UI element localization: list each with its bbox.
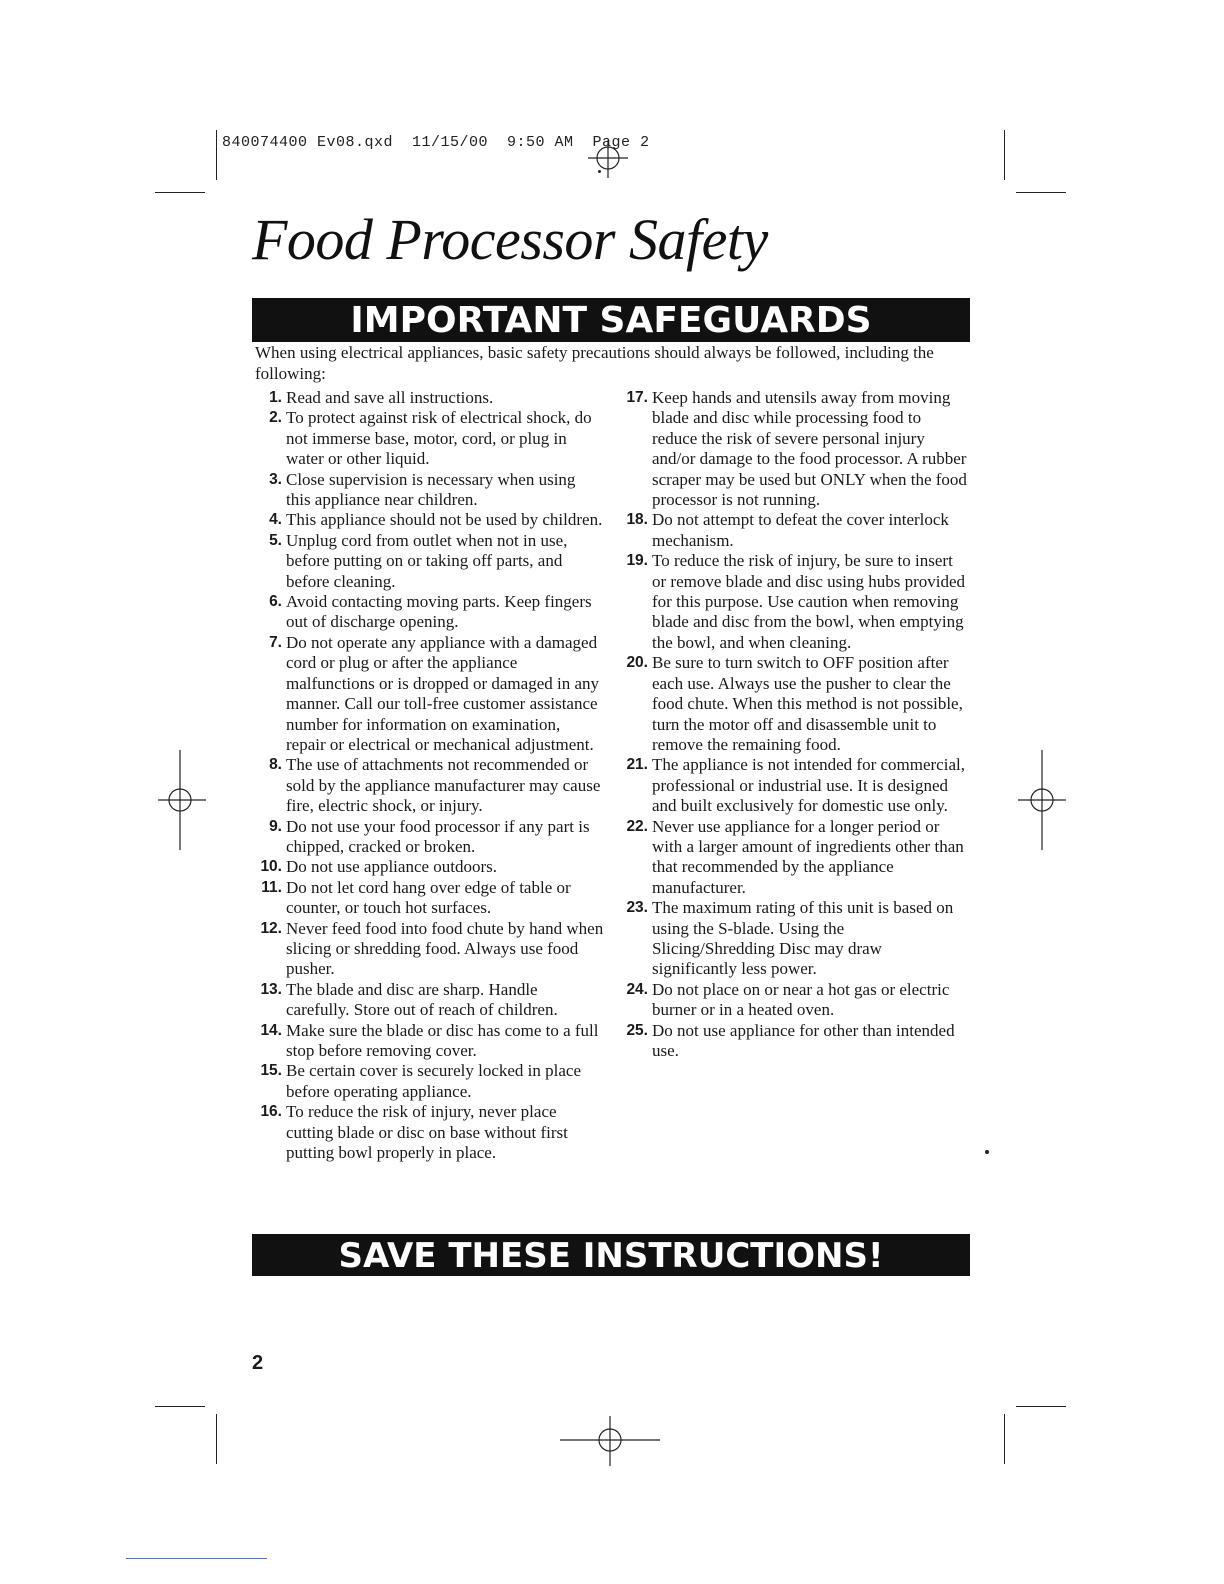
- list-item-text: The maximum rating of this unit is based on using the S-blade. Using the Slicing/Shredding Disc may draw significantly less power.: [652, 898, 954, 979]
- list-item-number: 22.: [626, 817, 648, 835]
- save-instructions-banner: SAVE THESE INSTRUCTIONS!: [252, 1234, 970, 1276]
- list-item: [620, 817, 970, 899]
- link-underline: [126, 1558, 267, 1559]
- list-item-number: 21.: [626, 756, 648, 774]
- page-title: Food Processor Safety: [252, 207, 768, 272]
- list-item-text: Do not attempt to defeat the cover interlock mechanism.: [652, 510, 949, 550]
- list-item-number: 25.: [626, 1021, 648, 1039]
- list-item-number: 9.: [269, 817, 282, 835]
- list-item: [620, 388, 970, 510]
- list-item-number: 4.: [269, 511, 282, 529]
- list-item-text: Do not let cord hang over edge of table or counter, or touch hot surfaces.: [286, 877, 571, 918]
- list-item: [254, 592, 604, 633]
- list-item: [254, 531, 604, 592]
- registration-mark-left-icon: [158, 750, 208, 850]
- list-item: [254, 817, 604, 858]
- stray-dot-top: [598, 170, 601, 173]
- list-item-number: 17.: [626, 389, 648, 406]
- list-item: [620, 653, 970, 755]
- important-safeguards-banner: IMPORTANT SAFEGUARDS: [252, 298, 970, 342]
- list-item: [254, 1061, 604, 1102]
- list-item: [620, 510, 970, 551]
- list-item-text: The appliance is not intended for commercial, professional or industrial use. It is designed and built exclusively for domestic use only.: [652, 755, 965, 816]
- crop-mark-top-right-h: [1016, 192, 1066, 193]
- list-item-text: Do not use appliance outdoors.: [286, 857, 498, 877]
- list-item-text: Close supervision is necessary when using this appliance near children.: [286, 469, 576, 510]
- list-item: [620, 755, 970, 816]
- crop-mark-top-left-h: [155, 192, 205, 193]
- list-item-number: 20.: [626, 654, 648, 672]
- list-item-number: 2.: [269, 409, 282, 427]
- list-item-text: Do not use your food processor if any part is chipped, cracked or broken.: [286, 816, 590, 856]
- list-item-number: 23.: [626, 899, 648, 917]
- list-item-text: Be sure to turn switch to OFF position after each use. Always use the pusher to clear the food chute. When this method is not possible, turn the motor off and disassemble unit to remove the remaining food.: [652, 653, 963, 754]
- list-item: [254, 878, 604, 919]
- list-item-text: Never feed food into food chute by hand when slicing or shredding food. Always use food pusher.: [286, 918, 604, 979]
- list-item: [254, 510, 604, 530]
- list-item: [254, 919, 604, 980]
- list-item-number: 5.: [269, 531, 282, 549]
- list-item-number: 13.: [260, 980, 282, 998]
- list-item-text: Read and save all instructions.: [286, 388, 494, 407]
- list-item-text: Do not place on or near a hot gas or electric burner or in a heated oven.: [652, 979, 950, 1020]
- list-item-number: 10.: [260, 858, 282, 876]
- page-number: 2: [252, 1352, 264, 1374]
- list-item-number: 24.: [626, 980, 648, 998]
- crop-mark-bottom-left-h: [155, 1406, 205, 1407]
- list-item-text: Do not operate any appliance with a damaged cord or plug or after the appliance malfunctions or is dropped or damaged in any manner. Call our toll-free customer assistance number for information on examination, repair or electrical or mechanical adjustment.: [286, 632, 600, 754]
- crop-mark-top-left-v: [216, 130, 217, 180]
- list-item: [254, 857, 604, 877]
- crop-mark-top-right-v: [1004, 130, 1005, 180]
- registration-mark-right-icon: [1016, 750, 1066, 850]
- list-item-text: Keep hands and utensils away from moving blade and disc while processing food to reduce the risk of severe personal injury and/or damage to the food processor. A rubber scraper may be used but ONLY when the food processor is not running.: [652, 388, 967, 510]
- list-item: [254, 388, 604, 408]
- list-item: [620, 1021, 970, 1062]
- list-item-text: To reduce the risk of injury, be sure to insert or remove blade and disc using hubs provided for this purpose. Use caution when removing blade and disc from the bowl, when emptying the bowl, and when cleaning.: [652, 551, 966, 652]
- list-item-text: Unplug cord from outlet when not in use, before putting on or taking off parts, and before cleaning.: [286, 530, 568, 591]
- list-item-text: Be certain cover is securely locked in place before operating appliance.: [286, 1061, 582, 1101]
- list-item-text: Avoid contacting moving parts. Keep fingers out of discharge opening.: [286, 592, 592, 632]
- file-slug: 840074400 Ev08.qxd 11/15/00 9:50 AM Page 2: [222, 134, 650, 151]
- list-item-number: 15.: [260, 1062, 282, 1080]
- list-item: [620, 898, 970, 980]
- intro-paragraph: When using electrical appliances, basic safety precautions should always be followed, including the following:: [255, 343, 934, 383]
- list-item: [254, 470, 604, 511]
- list-item-number: 6.: [269, 593, 282, 611]
- list-item-number: 11.: [261, 878, 282, 896]
- list-item-text: Make sure the blade or disc has come to a full stop before removing cover.: [286, 1020, 599, 1060]
- safeguards-list-left: [254, 388, 604, 1163]
- crop-mark-bottom-right-h: [1016, 1406, 1066, 1407]
- list-item: [254, 408, 604, 469]
- list-item: [254, 755, 604, 816]
- list-item-text: The blade and disc are sharp. Handle carefully. Store out of reach of children.: [286, 979, 558, 1020]
- registration-mark-bottom-icon: [560, 1416, 660, 1466]
- stray-dot-right: [985, 1150, 989, 1154]
- safeguards-list-right: [620, 388, 970, 1061]
- list-item: [254, 980, 604, 1021]
- crop-mark-bottom-left-v: [216, 1414, 217, 1464]
- list-item-text: To reduce the risk of injury, never place cutting blade or disc on base without first putting bowl properly in place.: [286, 1102, 568, 1163]
- list-item-number: 16.: [260, 1103, 282, 1121]
- list-item: [254, 1021, 604, 1062]
- list-item: [620, 551, 970, 653]
- list-item-text: The use of attachments not recommended or sold by the appliance manufacturer may cause fire, electric shock, or injury.: [286, 755, 601, 816]
- list-item-text: To protect against risk of electrical shock, do not immerse base, motor, cord, or plug in water or other liquid.: [286, 408, 592, 469]
- list-item: [254, 1102, 604, 1163]
- list-item-number: 7.: [269, 633, 282, 651]
- list-item-text: Never use appliance for a longer period or with a larger amount of ingredients other than that recommended by the appliance manufacturer.: [652, 816, 964, 897]
- list-item-number: 18.: [626, 511, 648, 529]
- list-item-number: 14.: [260, 1021, 282, 1039]
- list-item: [620, 980, 970, 1021]
- list-item-text: This appliance should not be used by children.: [286, 510, 603, 530]
- crop-mark-bottom-right-v: [1004, 1414, 1005, 1464]
- list-item-number: 3.: [269, 470, 282, 488]
- list-item-number: 12.: [260, 919, 282, 937]
- list-item-number: 19.: [626, 552, 648, 570]
- list-item-number: 8.: [269, 756, 282, 774]
- list-item: [254, 633, 604, 755]
- list-item-number: 1.: [269, 389, 282, 406]
- list-item-text: Do not use appliance for other than intended use.: [652, 1020, 955, 1060]
